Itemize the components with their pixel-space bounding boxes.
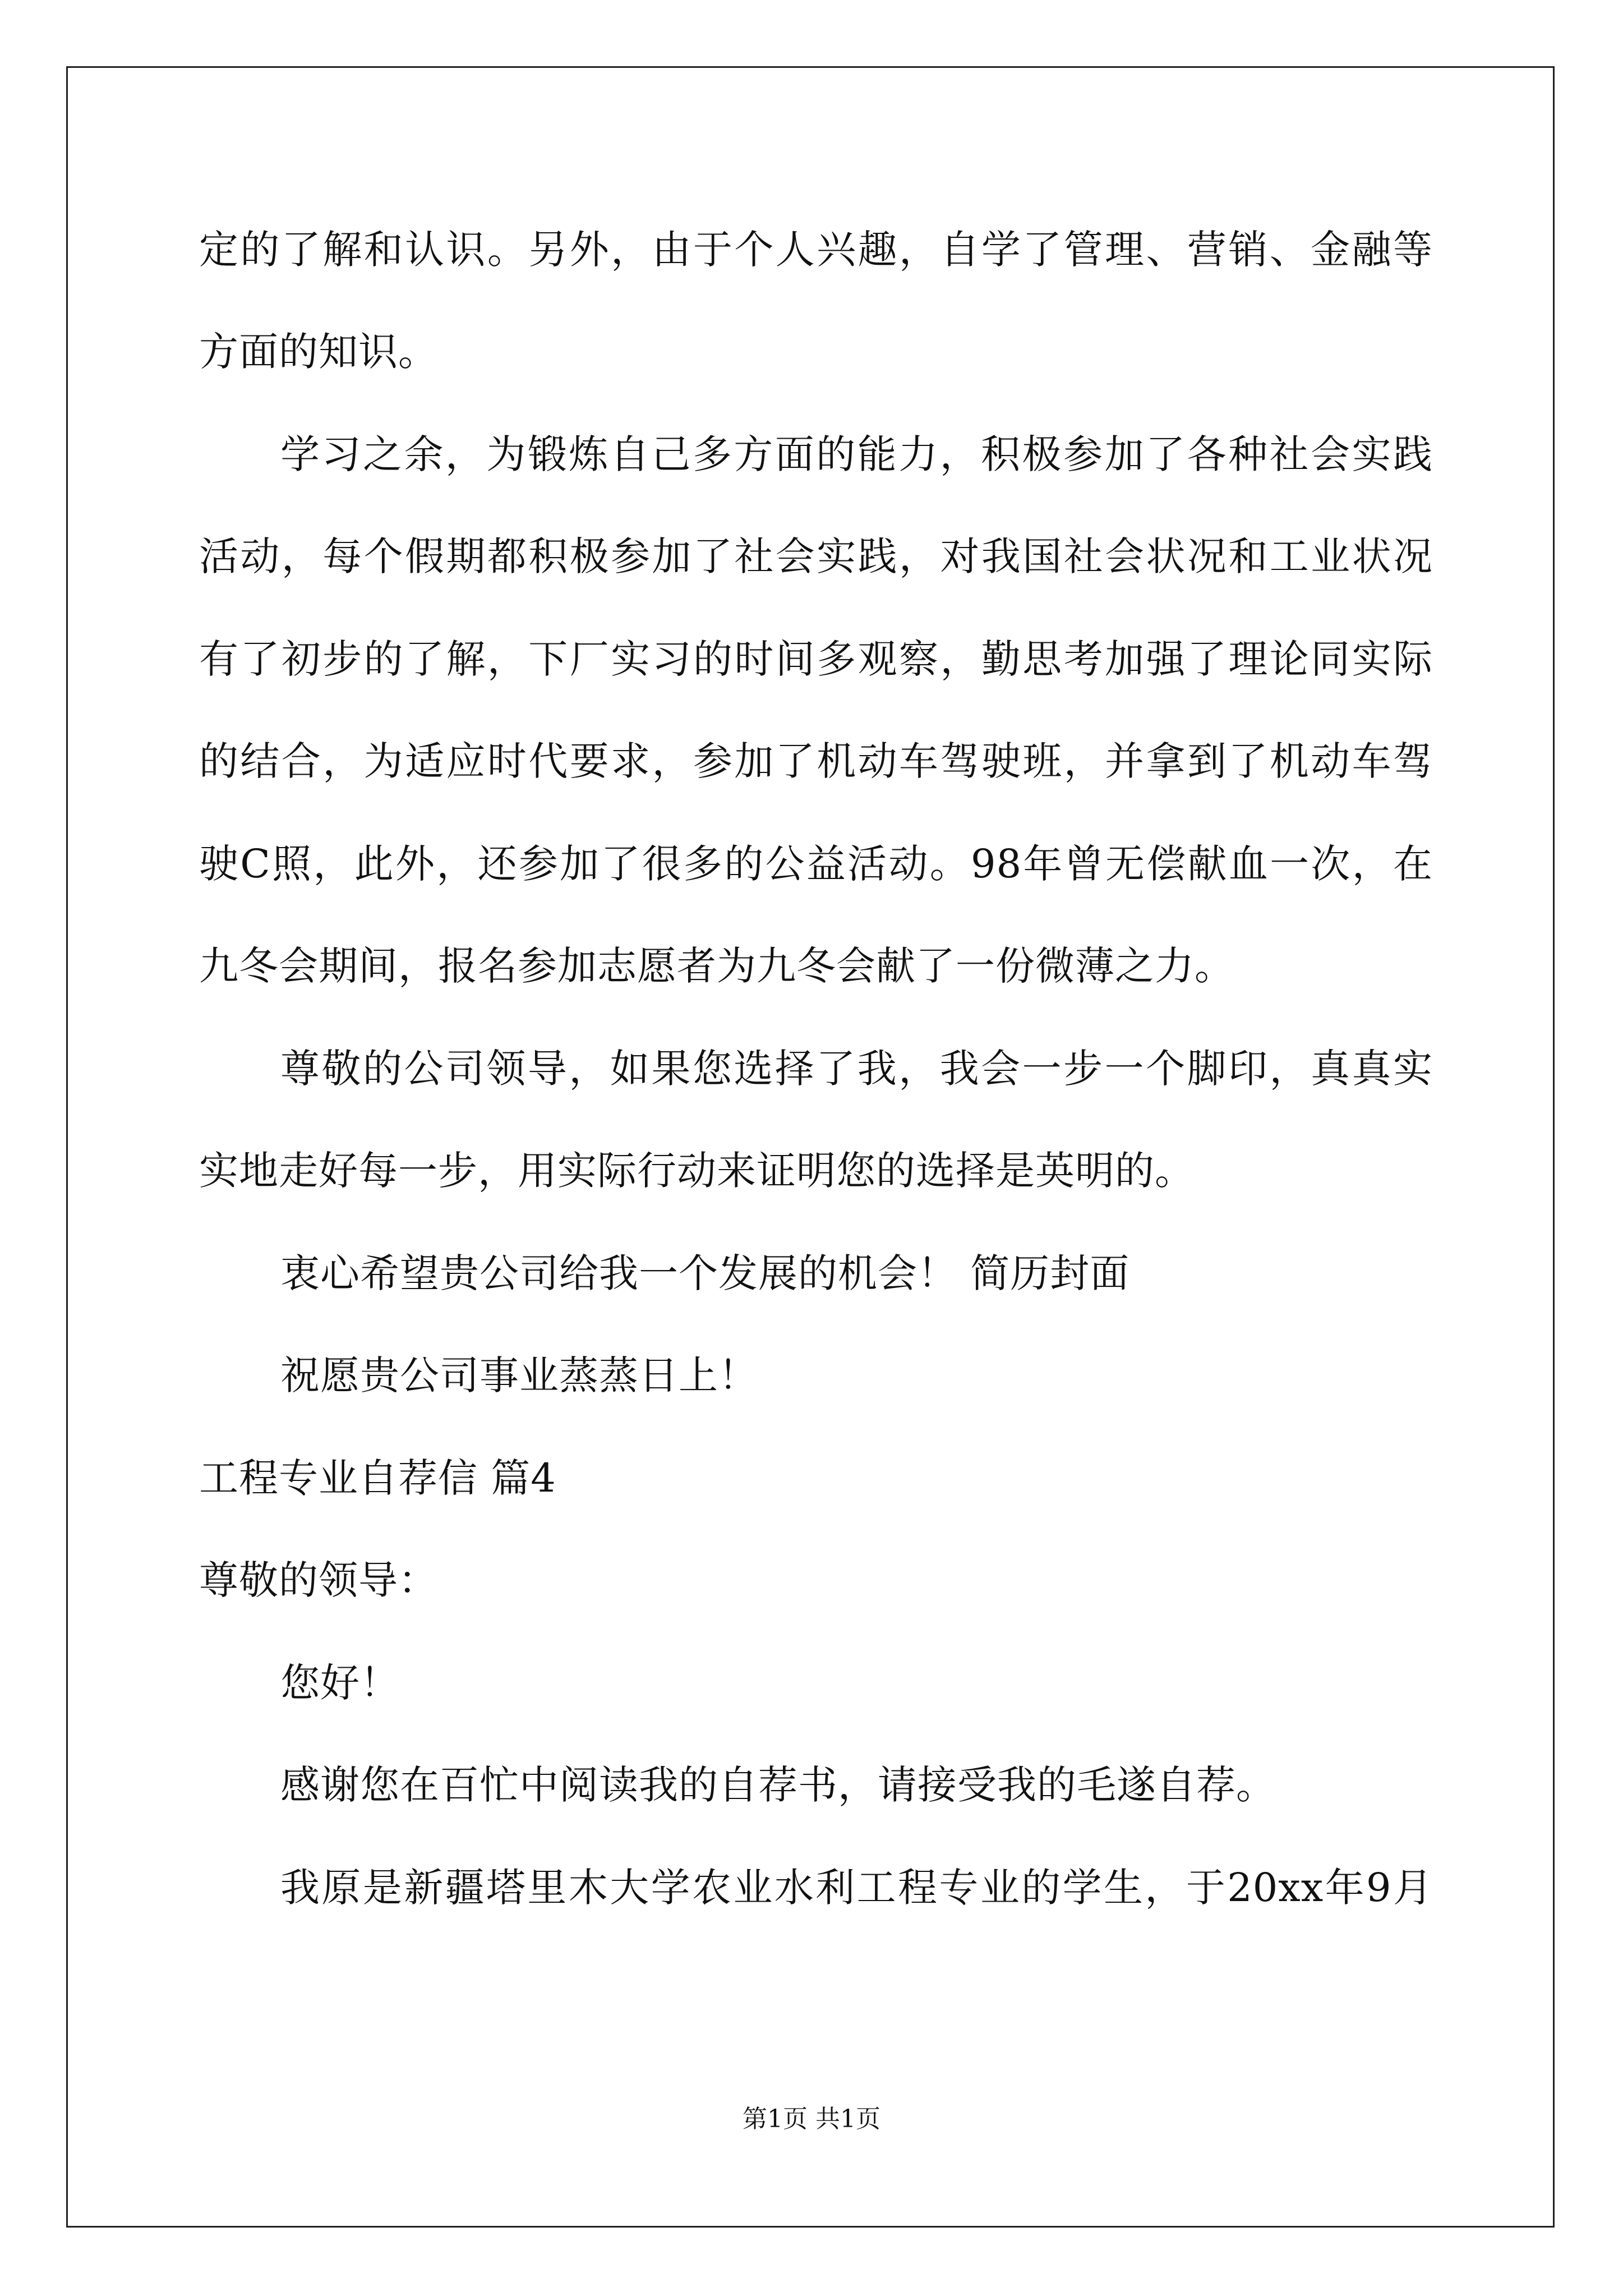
body-line-17: 我原是新疆塔里木大学农业水利工程专业的学生，于20xx年9月 [280, 1865, 1433, 1911]
body-line-16: 感谢您在百忙中阅读我的自荐书，请接受我的毛遂自荐。 [280, 1762, 1276, 1808]
body-line-5: 有了初步的了解，下厂实习的时间多观察，勤思考加强了理论同实际 [199, 636, 1433, 682]
greeting: 您好！ [280, 1660, 400, 1706]
body-line-9: 尊敬的公司领导，如果您选择了我，我会一步一个脚印，真真实 [280, 1046, 1433, 1092]
body-line-4: 活动，每个假期都积极参加了社会实践，对我国社会状况和工业状况 [199, 533, 1433, 579]
body-line-12: 祝愿贵公司事业蒸蒸日上！ [280, 1352, 758, 1398]
page-number-footer: 第1页 共1页 [743, 2105, 880, 2133]
body-line-7: 驶C照，此外，还参加了很多的公益活动。98年曾无偿献血一次，在 [199, 841, 1433, 887]
salutation: 尊敬的领导： [199, 1557, 438, 1603]
body-line-1: 定的了解和认识。另外，由于个人兴趣，自学了管理、营销、金融等 [199, 227, 1433, 273]
body-line-2: 方面的知识。 [199, 329, 438, 375]
body-line-8: 九冬会期间，报名参加志愿者为九冬会献了一份微薄之力。 [199, 943, 1234, 989]
body-line-10: 实地走好每一步，用实际行动来证明您的选择是英明的。 [199, 1148, 1195, 1194]
section-heading: 工程专业自荐信 篇4 [199, 1455, 556, 1501]
body-line-3: 学习之余，为锻炼自己多方面的能力，积极参加了各种社会实践 [280, 431, 1433, 477]
body-line-6: 的结合，为适应时代要求，参加了机动车驾驶班，并拿到了机动车驾 [199, 738, 1433, 784]
body-line-11: 衷心希望贵公司给我一个发展的机会！ 简历封面 [280, 1250, 1130, 1296]
